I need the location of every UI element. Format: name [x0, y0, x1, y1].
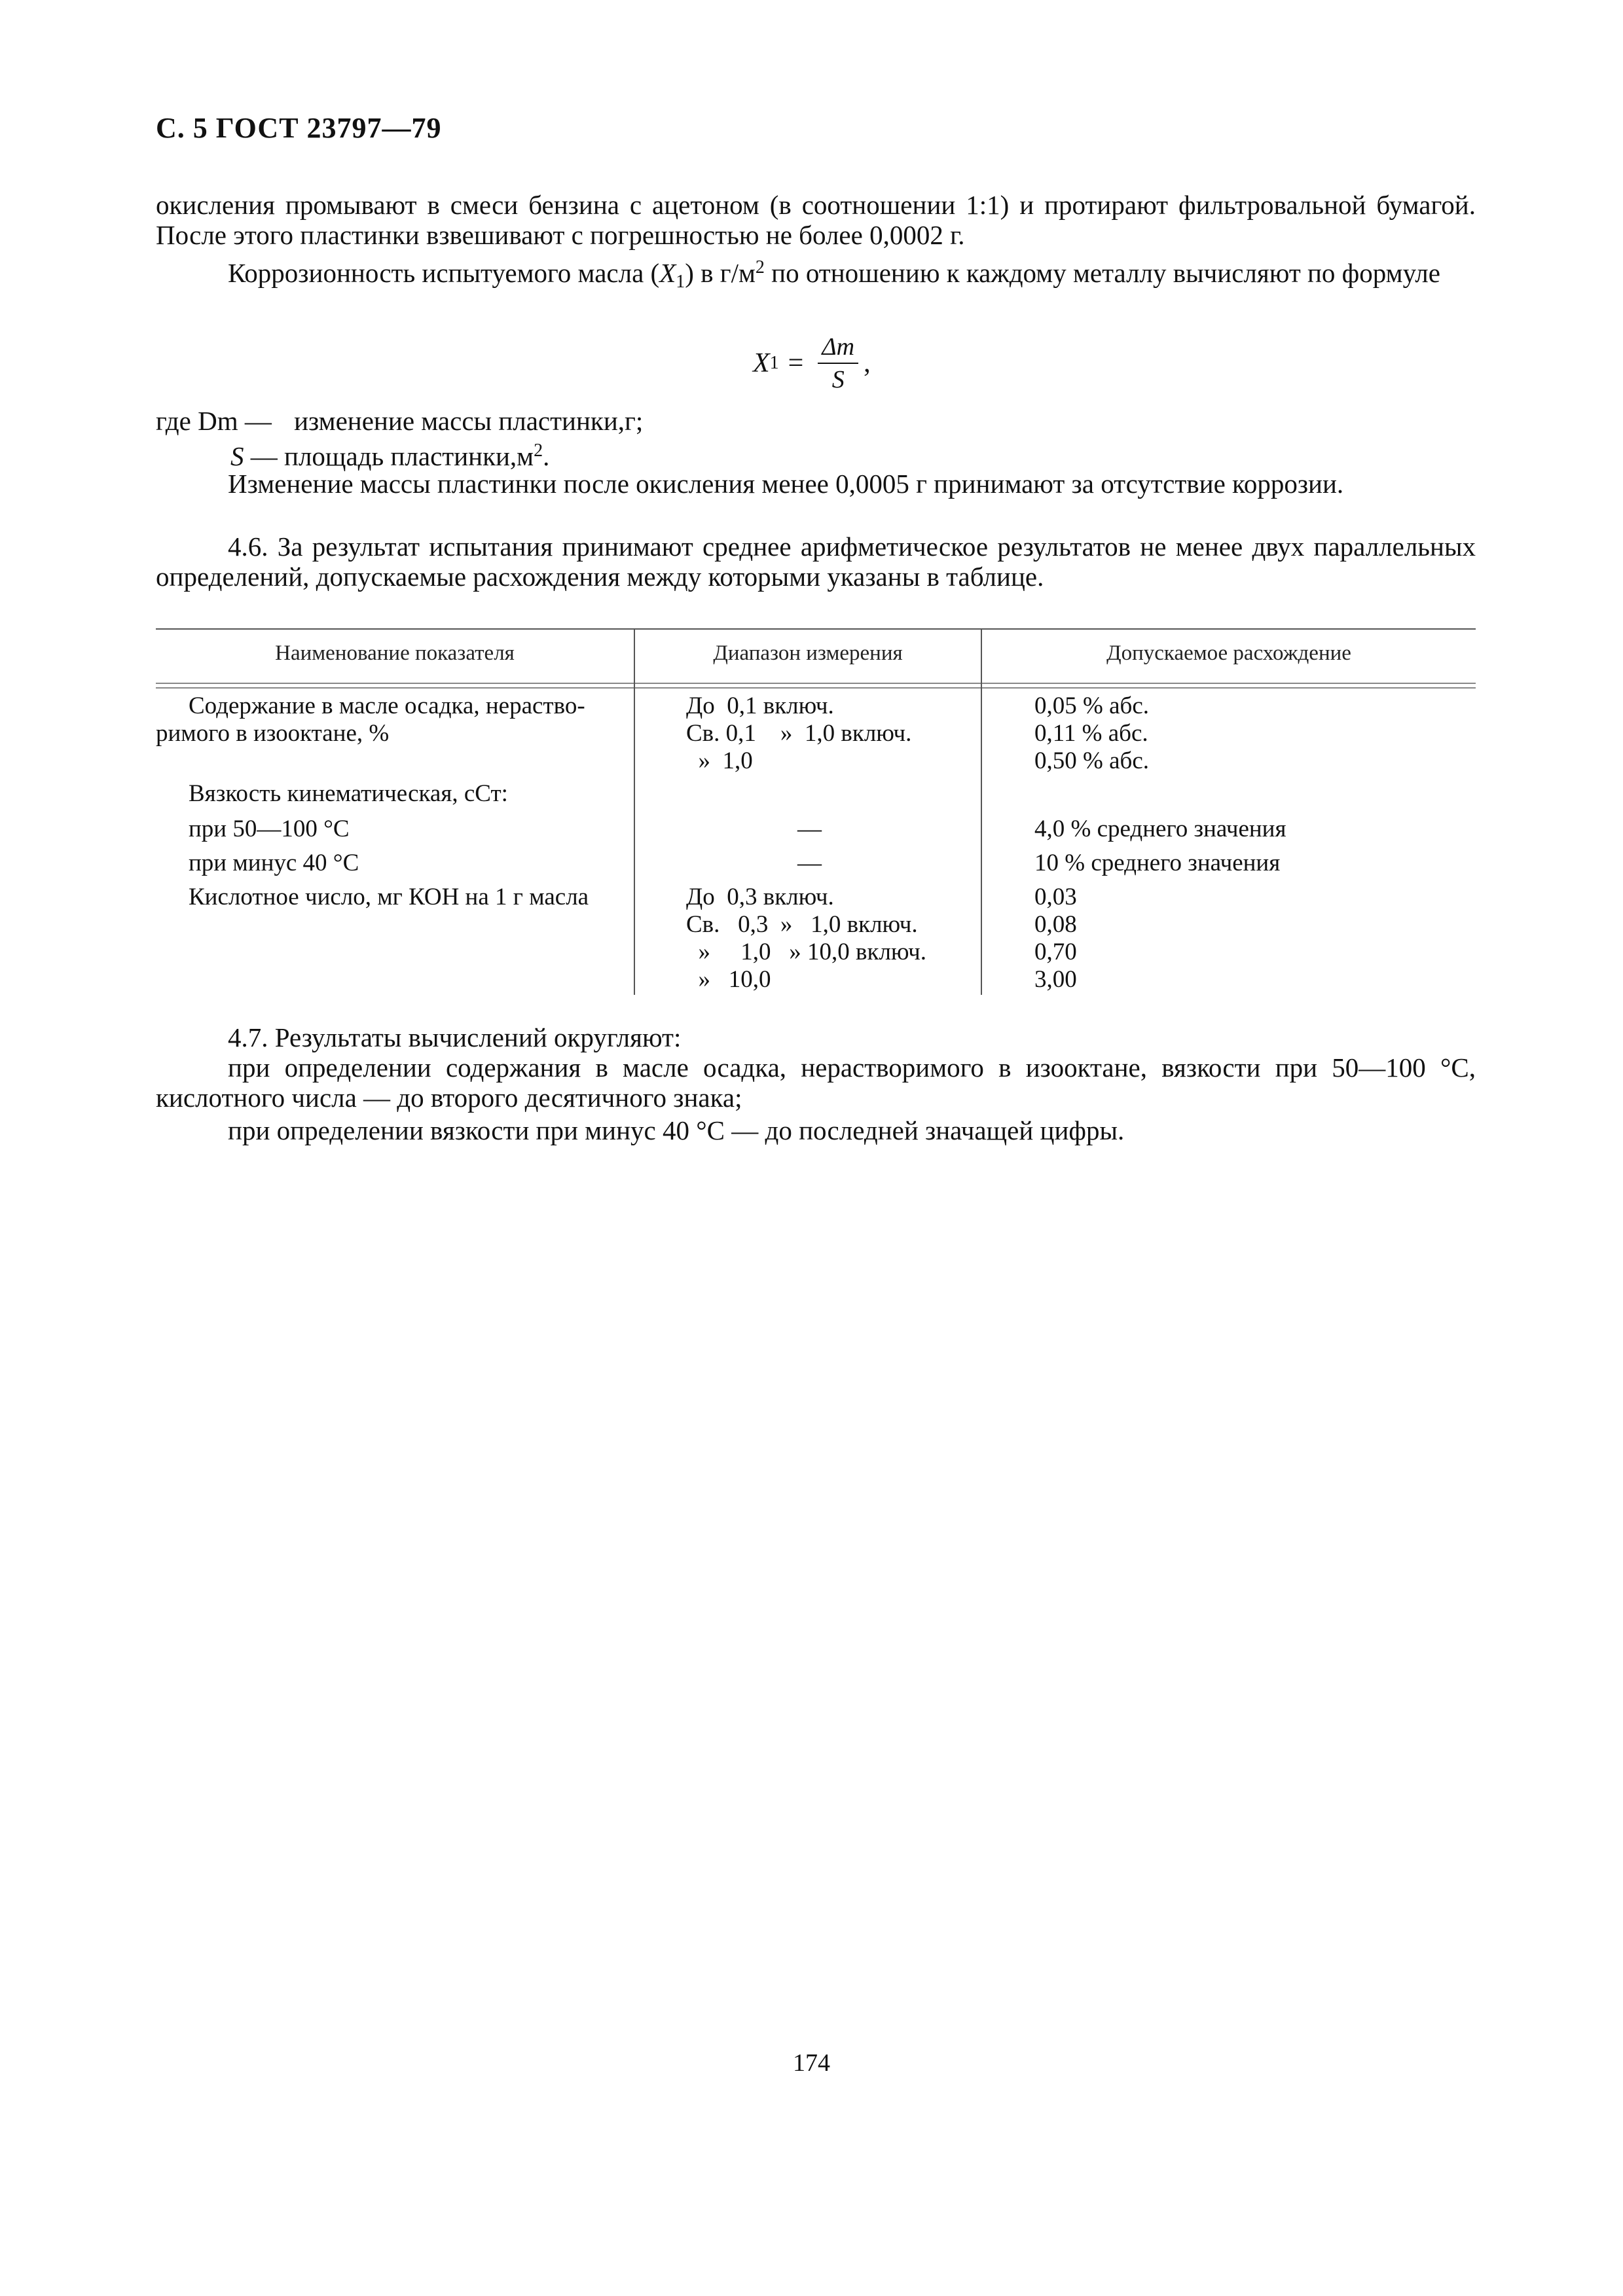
paragraph-rounding-second-decimal: при определении содержания в масле осадка, нерастворимого в изооктане, вязкости при 50—100 °С, кислотного числа — до второго десятичного знака;: [156, 1052, 1476, 1113]
table-header-rule: [156, 683, 1476, 689]
var-x-sub: 1: [676, 272, 685, 292]
table-cell-name-acid-number: Кислотное число, мг КОН на 1 г масла: [189, 884, 589, 910]
table-cell-tolerance-viscosity-minus-40: 10 % среднего значения: [1034, 850, 1281, 876]
paragraph-4-7: 4.7. Результаты вычислений округляют:: [228, 1022, 682, 1052]
definition-area-var: S: [230, 441, 244, 471]
table-cell-tolerance-sediment: 0,05 % абс. 0,11 % абс. 0,50 % абс.: [1034, 692, 1149, 774]
formula-lhs-sub: 1: [769, 353, 779, 373]
paragraph-corrosivity: [156, 253, 1476, 297]
table-cell-tolerance-viscosity-50-100: 4,0 % среднего значения: [1034, 816, 1286, 842]
table-header-name: Наименование показателя: [275, 641, 515, 665]
corrosivity-text-a: Коррозионность испытуемого масла (: [228, 258, 660, 288]
table-cell-name-viscosity: Вязкость кинематическая, сСт:: [189, 780, 508, 807]
table-cell-range-viscosity-50-100: —: [797, 816, 822, 842]
formula-numerator: Δm: [818, 332, 858, 364]
paragraph-oxidation-washing: окисления промывают в смеси бензина с ацетоном (в соотношении 1:1) и протирают фильтровальной бумагой. После этого пластинки взвешивают с погрешностью не более 0,0002 г.: [156, 190, 1476, 250]
formula-equals: =: [788, 348, 804, 378]
definition-area-end: .: [543, 441, 550, 471]
corrosivity-text-b: ) в г/м: [685, 258, 756, 288]
table-divider-2: [981, 628, 982, 995]
table-cell-name-viscosity-minus-40: при минус 40 °С: [189, 850, 359, 876]
var-x: X: [659, 258, 676, 288]
table-cell-range-sediment: До 0,1 включ. Св. 0,1 » 1,0 включ. » 1,0: [686, 692, 912, 774]
table-header-range: Диапазон измерения: [713, 641, 903, 665]
table-cell-tolerance-acid-number: 0,03 0,08 0,70 3,00: [1034, 884, 1077, 993]
definition-delta-m-prefix: где Dm —: [156, 406, 272, 436]
formula-comma: ,: [864, 348, 871, 378]
table-cell-name-viscosity-50-100: при 50—100 °С: [189, 816, 350, 842]
corrosivity-text-c: по отношению к каждому металлу вычисляют по формуле: [764, 258, 1440, 288]
paragraph-4-6: 4.6. За результат испытания принимают среднее арифметическое результатов не менее двух параллельных определений, допускаемые расхождения между которыми указаны в таблице.: [156, 531, 1476, 592]
paragraph-rounding-last-digit: при определении вязкости при минус 40 °С — до последней значащей цифры.: [228, 1115, 1125, 1145]
table-top-rule: [156, 628, 1476, 630]
table-cell-name-sediment: Содержание в масле осадка, нераство- римого в изооктане, %: [156, 692, 585, 747]
formula-denominator: S: [831, 366, 845, 393]
definition-area: [230, 436, 549, 471]
formula-fraction: [818, 332, 858, 394]
corrosivity-formula: [753, 327, 871, 399]
definition-area-sup: 2: [534, 440, 543, 461]
unit-sup: 2: [755, 257, 765, 278]
definition-delta-m: [156, 406, 643, 436]
definition-area-text: — площадь пластинки,м: [244, 441, 534, 471]
page-number: 174: [793, 2049, 830, 2077]
document-header: С. 5 ГОСТ 23797—79: [156, 112, 442, 144]
paragraph-mass-change: Изменение массы пластинки после окисления менее 0,0005 г принимают за отсутствие коррозии.: [228, 469, 1344, 499]
table-cell-range-acid-number: До 0,3 включ. Св. 0,3 » 1,0 включ. » 1,0 » 10,0 включ. » 10,0: [686, 884, 927, 993]
table-header-tolerance: Допускаемое расхождение: [1106, 641, 1351, 665]
table-divider-1: [634, 628, 635, 995]
definition-delta-m-text: изменение массы пластинки,г;: [294, 406, 644, 436]
formula-lhs: X: [753, 348, 770, 378]
table-cell-range-viscosity-minus-40: —: [797, 850, 822, 876]
